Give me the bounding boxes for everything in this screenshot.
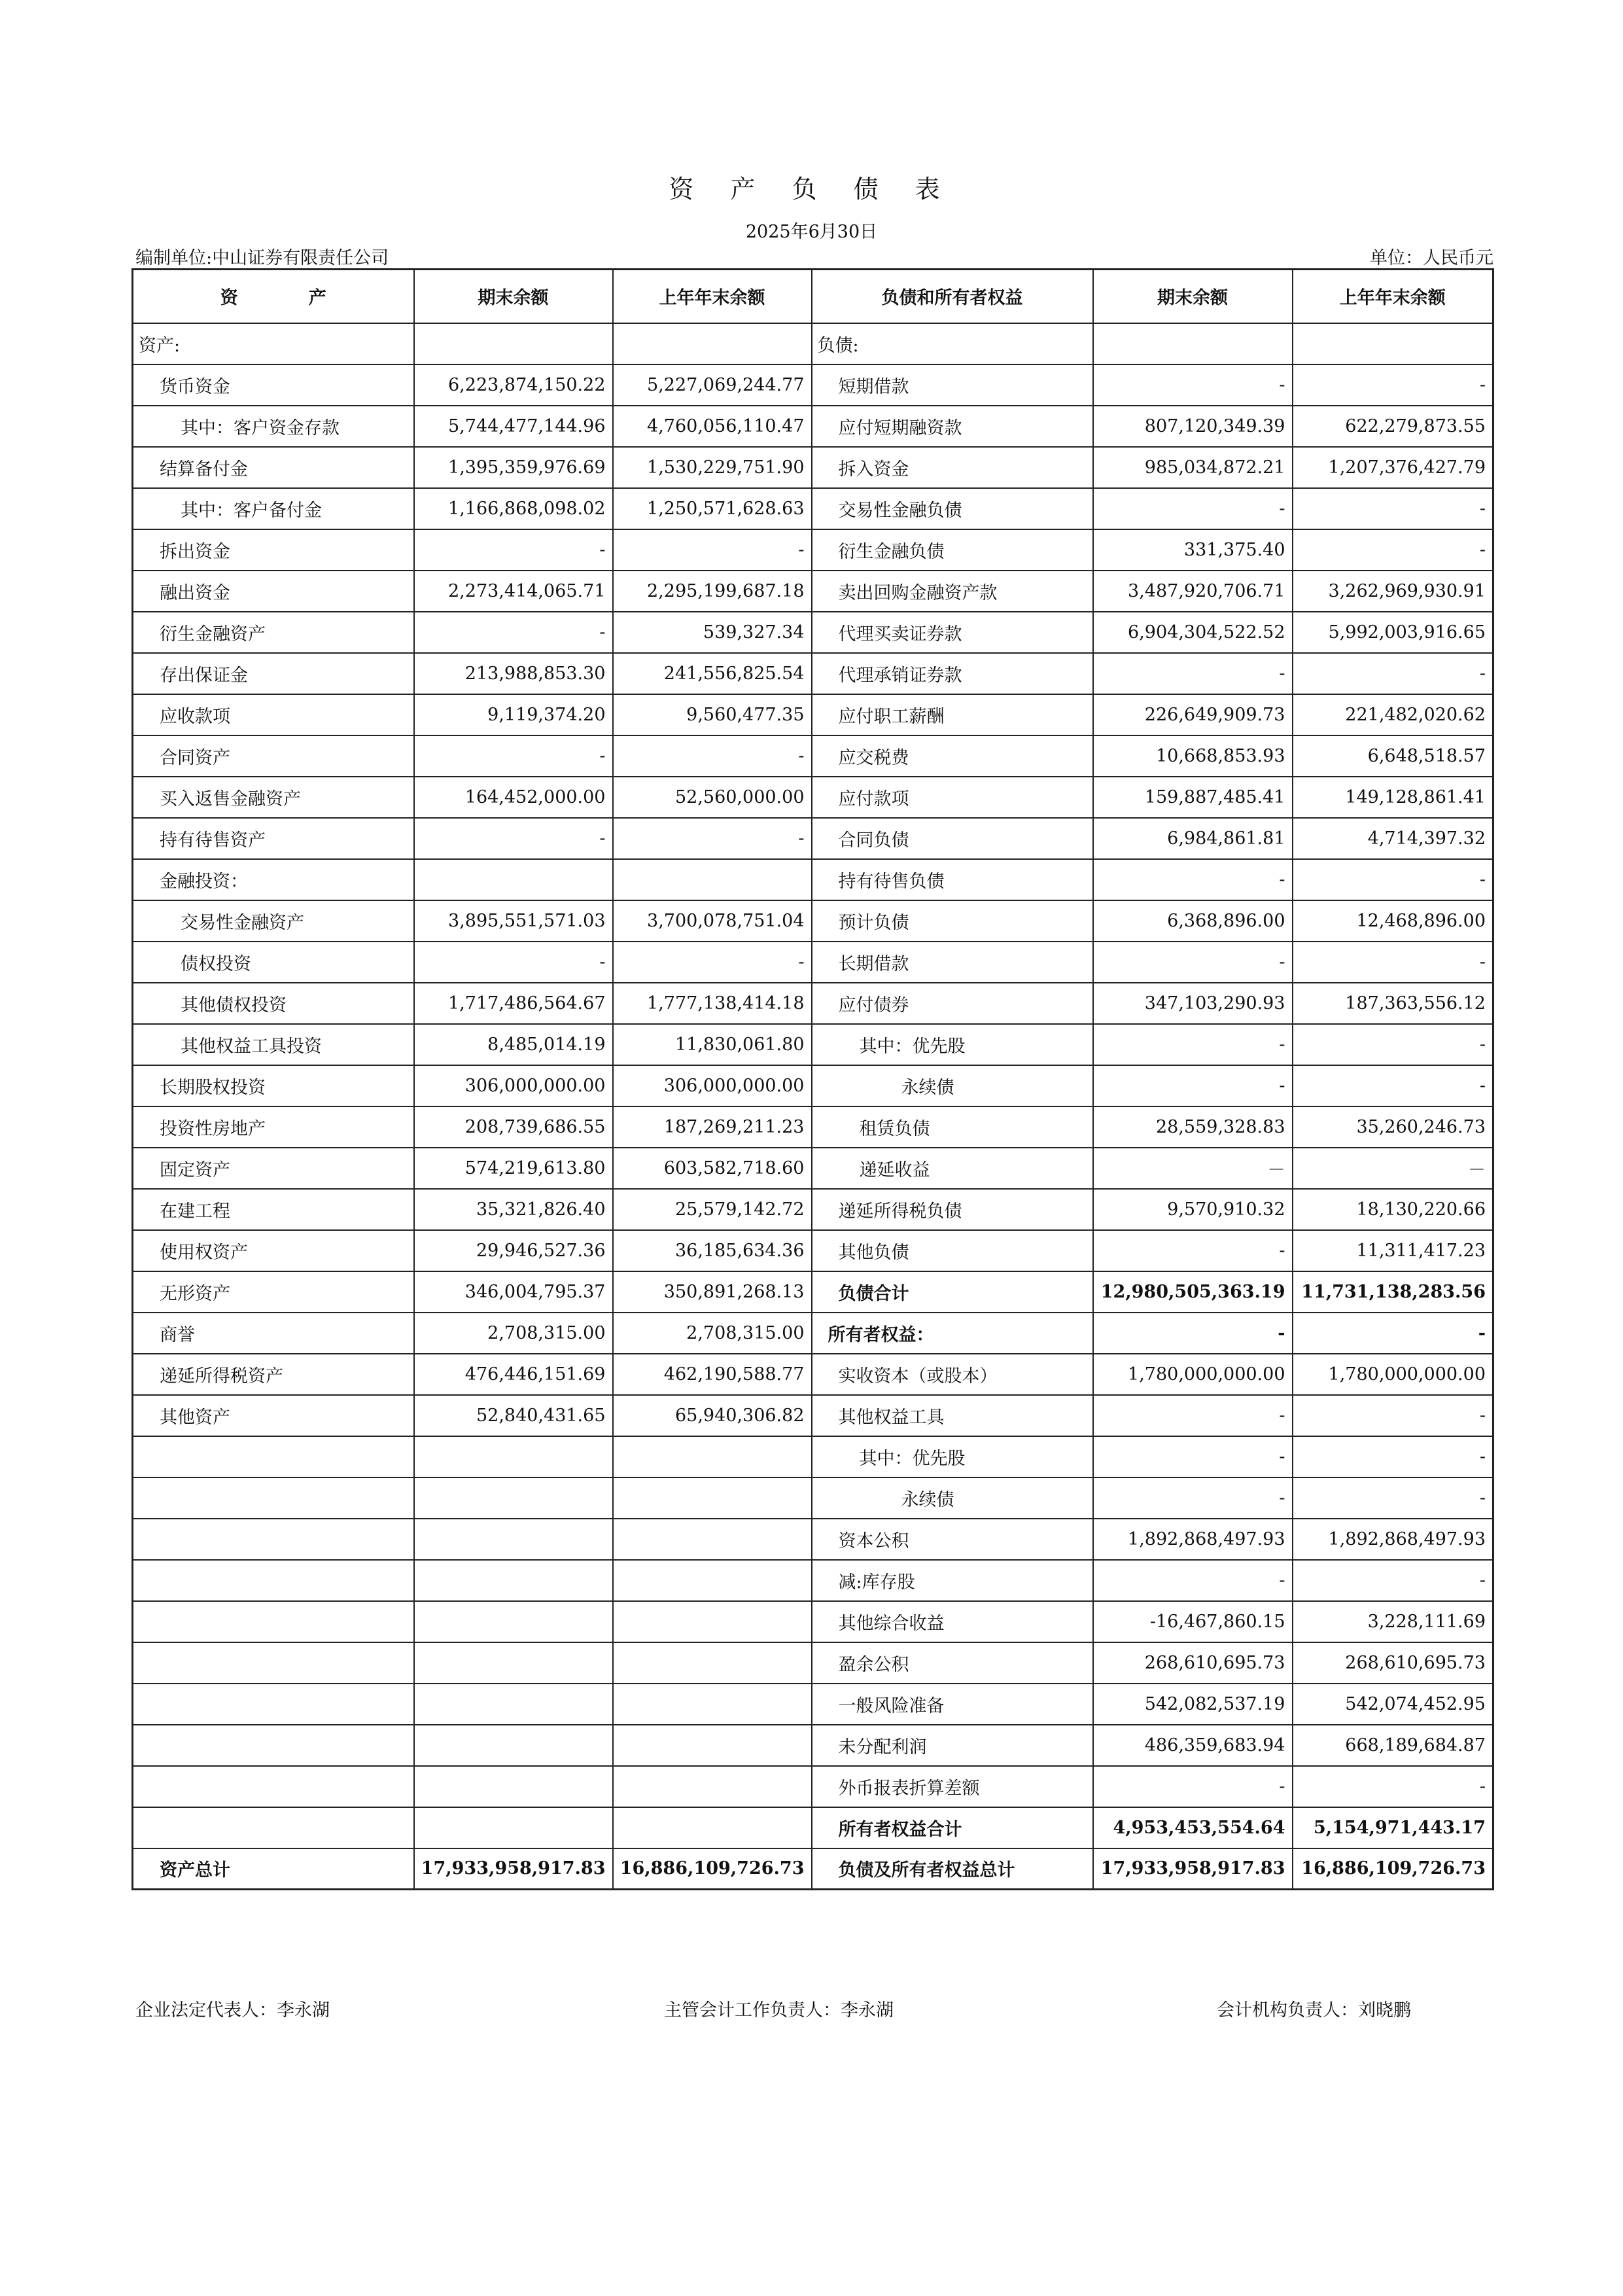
- asset-end-balance: 306,000,000.00: [414, 1065, 613, 1106]
- liability-prior-balance: 1,207,376,427.79: [1293, 447, 1493, 488]
- liability-equity-label: 永续债: [812, 1477, 1093, 1519]
- asset-prior-balance: 462,190,588.77: [613, 1354, 812, 1395]
- table-row: [133, 1766, 1493, 1807]
- table-row: [133, 900, 1493, 942]
- liability-prior-balance: -: [1293, 529, 1493, 571]
- balance-sheet-table: [131, 268, 1494, 1890]
- liability-equity-label: 其他负债: [812, 1230, 1093, 1271]
- table-row: [133, 406, 1493, 447]
- asset-label: [133, 1684, 414, 1725]
- asset-prior-balance: [613, 1477, 812, 1519]
- asset-prior-balance: [613, 1436, 812, 1477]
- asset-prior-balance: [613, 323, 812, 364]
- asset-prior-balance: 539,327.34: [613, 612, 812, 653]
- liability-end-balance: -: [1093, 653, 1293, 694]
- table-row: [133, 364, 1493, 406]
- liability-end-balance: -: [1093, 1065, 1293, 1106]
- asset-label: 投资性房地产: [133, 1106, 414, 1148]
- liability-equity-label: 预计负债: [812, 900, 1093, 942]
- liability-prior-balance: -: [1293, 1024, 1493, 1065]
- liability-prior-balance: 221,482,020.62: [1293, 694, 1493, 735]
- liability-prior-balance: 3,228,111.69: [1293, 1601, 1493, 1642]
- table-row: [133, 983, 1493, 1024]
- asset-label: 货币资金: [133, 364, 414, 406]
- asset-end-balance: [414, 1684, 613, 1725]
- liability-prior-balance: 16,886,109,726.73: [1293, 1848, 1493, 1890]
- asset-prior-balance: 25,579,142.72: [613, 1189, 812, 1230]
- liability-prior-balance: 3,262,969,930.91: [1293, 571, 1493, 612]
- liability-end-balance: 542,082,537.19: [1093, 1684, 1293, 1725]
- liability-end-balance: 28,559,328.83: [1093, 1106, 1293, 1148]
- liability-equity-label: 减:库存股: [812, 1560, 1093, 1601]
- liability-end-balance: 9,570,910.32: [1093, 1189, 1293, 1230]
- asset-end-balance: 476,446,151.69: [414, 1354, 613, 1395]
- asset-prior-balance: [613, 1560, 812, 1601]
- asset-end-balance: [414, 1807, 613, 1848]
- liability-equity-label: 递延所得税负债: [812, 1189, 1093, 1230]
- table-row: [133, 1230, 1493, 1271]
- liability-end-balance: －: [1093, 1148, 1293, 1189]
- asset-prior-balance: 16,886,109,726.73: [613, 1848, 812, 1890]
- asset-end-balance: [414, 1766, 613, 1807]
- col-header-asset-end-balance: 期末余额: [414, 270, 613, 323]
- asset-prior-balance: [613, 1684, 812, 1725]
- table-row: [133, 777, 1493, 818]
- asset-label: 衍生金融资产: [133, 612, 414, 653]
- liability-prior-balance: -: [1293, 1560, 1493, 1601]
- asset-end-balance: [414, 1519, 613, 1560]
- asset-end-balance: [414, 1725, 613, 1766]
- asset-end-balance: -: [414, 529, 613, 571]
- col-header-assets: 资 产: [133, 270, 414, 323]
- liability-end-balance: 17,933,958,917.83: [1093, 1848, 1293, 1890]
- table-row: [133, 653, 1493, 694]
- asset-end-balance: [414, 1601, 613, 1642]
- report-date: 2025年6月30日: [745, 222, 878, 242]
- liability-equity-label: 负债及所有者权益总计: [812, 1848, 1093, 1890]
- liability-equity-label: 长期借款: [812, 942, 1093, 983]
- asset-prior-balance: 350,891,268.13: [613, 1271, 812, 1313]
- table-row: [133, 1477, 1493, 1519]
- asset-label: 其中：客户资金存款: [133, 406, 414, 447]
- liability-prior-balance: -: [1293, 1477, 1493, 1519]
- liability-equity-label: 资本公积: [812, 1519, 1093, 1560]
- asset-prior-balance: [613, 1725, 812, 1766]
- table-row: [133, 735, 1493, 777]
- liability-end-balance: -: [1093, 942, 1293, 983]
- asset-prior-balance: [613, 1807, 812, 1848]
- col-header-liab-prior-balance: 上年年末余额: [1293, 270, 1493, 323]
- liability-end-balance: 6,984,861.81: [1093, 818, 1293, 859]
- asset-end-balance: -: [414, 818, 613, 859]
- liability-end-balance: -: [1093, 488, 1293, 529]
- table-row: [133, 529, 1493, 571]
- asset-end-balance: [414, 1642, 613, 1684]
- liability-end-balance: 3,487,920,706.71: [1093, 571, 1293, 612]
- asset-label: 交易性金融资产: [133, 900, 414, 942]
- table-row: [133, 1395, 1493, 1436]
- asset-label: [133, 1725, 414, 1766]
- asset-prior-balance: [613, 1601, 812, 1642]
- table-row: [133, 1436, 1493, 1477]
- asset-prior-balance: 52,560,000.00: [613, 777, 812, 818]
- asset-end-balance: 3,895,551,571.03: [414, 900, 613, 942]
- asset-end-balance: -: [414, 735, 613, 777]
- table-row: [133, 1024, 1493, 1065]
- liability-equity-label: 其中：优先股: [812, 1436, 1093, 1477]
- liability-end-balance: -: [1093, 1477, 1293, 1519]
- asset-label: 存出保证金: [133, 653, 414, 694]
- asset-label: 合同资产: [133, 735, 414, 777]
- asset-prior-balance: 2,708,315.00: [613, 1313, 812, 1354]
- liability-end-balance: 159,887,485.41: [1093, 777, 1293, 818]
- liability-prior-balance: -: [1293, 1313, 1493, 1354]
- asset-label: [133, 1436, 414, 1477]
- liability-equity-label: 递延收益: [812, 1148, 1093, 1189]
- table-row: [133, 1189, 1493, 1230]
- asset-end-balance: 9,119,374.20: [414, 694, 613, 735]
- accounting-head: 主管会计工作负责人：李永湖: [664, 2000, 894, 2021]
- liability-equity-label: 负债合计: [812, 1271, 1093, 1313]
- liability-equity-label: 卖出回购金融资产款: [812, 571, 1093, 612]
- liability-end-balance: -: [1093, 1766, 1293, 1807]
- table-row: [133, 1601, 1493, 1642]
- liability-prior-balance: 542,074,452.95: [1293, 1684, 1493, 1725]
- liability-equity-label: 应付款项: [812, 777, 1093, 818]
- table-row: [133, 447, 1493, 488]
- asset-label: [133, 1601, 414, 1642]
- asset-label: 资产总计: [133, 1848, 414, 1890]
- table-row: [133, 1313, 1493, 1354]
- asset-prior-balance: [613, 859, 812, 900]
- liability-prior-balance: -: [1293, 653, 1493, 694]
- liability-prior-balance: -: [1293, 1766, 1493, 1807]
- asset-prior-balance: 2,295,199,687.18: [613, 571, 812, 612]
- table-row: [133, 1807, 1493, 1848]
- asset-prior-balance: 11,830,061.80: [613, 1024, 812, 1065]
- liability-equity-label: 未分配利润: [812, 1725, 1093, 1766]
- asset-label: 资产:: [133, 323, 414, 364]
- asset-prior-balance: -: [613, 529, 812, 571]
- asset-prior-balance: 4,760,056,110.47: [613, 406, 812, 447]
- liability-end-balance: 12,980,505,363.19: [1093, 1271, 1293, 1313]
- asset-end-balance: 574,219,613.80: [414, 1148, 613, 1189]
- liability-end-balance: -: [1093, 859, 1293, 900]
- asset-label: 无形资产: [133, 1271, 414, 1313]
- liability-equity-label: 所有者权益合计: [812, 1807, 1093, 1848]
- asset-prior-balance: [613, 1642, 812, 1684]
- asset-end-balance: 5,744,477,144.96: [414, 406, 613, 447]
- table-row: [133, 1848, 1493, 1890]
- table-row: [133, 1519, 1493, 1560]
- liability-equity-label: 外币报表折算差额: [812, 1766, 1093, 1807]
- legal-representative: 企业法定代表人：李永湖: [135, 2000, 330, 2021]
- asset-end-balance: 213,988,853.30: [414, 653, 613, 694]
- asset-end-balance: [414, 859, 613, 900]
- liability-end-balance: 1,892,868,497.93: [1093, 1519, 1293, 1560]
- liability-end-balance: 1,780,000,000.00: [1093, 1354, 1293, 1395]
- liability-prior-balance: 668,189,684.87: [1293, 1725, 1493, 1766]
- asset-prior-balance: 9,560,477.35: [613, 694, 812, 735]
- table-row: [133, 323, 1493, 364]
- liability-end-balance: 985,034,872.21: [1093, 447, 1293, 488]
- liability-prior-balance: 5,154,971,443.17: [1293, 1807, 1493, 1848]
- table-row: [133, 694, 1493, 735]
- asset-label: 持有待售资产: [133, 818, 414, 859]
- asset-end-balance: [414, 1477, 613, 1519]
- table-row: [133, 1354, 1493, 1395]
- liability-prior-balance: -: [1293, 1436, 1493, 1477]
- asset-label: 其他债权投资: [133, 983, 414, 1024]
- asset-prior-balance: 306,000,000.00: [613, 1065, 812, 1106]
- table-row: [133, 488, 1493, 529]
- asset-end-balance: 8,485,014.19: [414, 1024, 613, 1065]
- liability-end-balance: 807,120,349.39: [1093, 406, 1293, 447]
- liability-end-balance: -: [1093, 1313, 1293, 1354]
- asset-label: 债权投资: [133, 942, 414, 983]
- liability-prior-balance: -: [1293, 1065, 1493, 1106]
- liability-end-balance: 331,375.40: [1093, 529, 1293, 571]
- table-row: [133, 1725, 1493, 1766]
- liability-equity-label: 衍生金融负债: [812, 529, 1093, 571]
- liability-equity-label: 应付职工薪酬: [812, 694, 1093, 735]
- liability-end-balance: 268,610,695.73: [1093, 1642, 1293, 1684]
- liability-prior-balance: 11,311,417.23: [1293, 1230, 1493, 1271]
- liability-equity-label: 其他综合收益: [812, 1601, 1093, 1642]
- asset-label: [133, 1477, 414, 1519]
- asset-prior-balance: [613, 1519, 812, 1560]
- asset-prior-balance: 241,556,825.54: [613, 653, 812, 694]
- asset-end-balance: 2,708,315.00: [414, 1313, 613, 1354]
- asset-prior-balance: 5,227,069,244.77: [613, 364, 812, 406]
- liability-prior-balance: -: [1293, 1395, 1493, 1436]
- liability-end-balance: -: [1093, 1230, 1293, 1271]
- asset-prior-balance: -: [613, 818, 812, 859]
- liability-end-balance: 347,103,290.93: [1093, 983, 1293, 1024]
- asset-label: 在建工程: [133, 1189, 414, 1230]
- asset-label: 使用权资产: [133, 1230, 414, 1271]
- asset-end-balance: [414, 323, 613, 364]
- col-header-liab-end-balance: 期末余额: [1093, 270, 1293, 323]
- liability-end-balance: 6,904,304,522.52: [1093, 612, 1293, 653]
- liability-equity-label: 合同负债: [812, 818, 1093, 859]
- currency-unit: 单位：人民币元: [1370, 248, 1493, 268]
- liability-end-balance: -: [1093, 364, 1293, 406]
- liability-prior-balance: 35,260,246.73: [1293, 1106, 1493, 1148]
- liability-equity-label: 一般风险准备: [812, 1684, 1093, 1725]
- asset-label: [133, 1642, 414, 1684]
- asset-label: 买入返售金融资产: [133, 777, 414, 818]
- table-row: [133, 1065, 1493, 1106]
- liability-prior-balance: 1,780,000,000.00: [1293, 1354, 1493, 1395]
- asset-end-balance: -: [414, 612, 613, 653]
- liability-prior-balance: 18,130,220.66: [1293, 1189, 1493, 1230]
- liability-prior-balance: 6,648,518.57: [1293, 735, 1493, 777]
- asset-prior-balance: 1,530,229,751.90: [613, 447, 812, 488]
- table-row: [133, 1684, 1493, 1725]
- liability-prior-balance: 12,468,896.00: [1293, 900, 1493, 942]
- liability-prior-balance: -: [1293, 488, 1493, 529]
- liability-prior-balance: [1293, 323, 1493, 364]
- asset-label: 结算备付金: [133, 447, 414, 488]
- table-row: [133, 571, 1493, 612]
- liability-prior-balance: -: [1293, 942, 1493, 983]
- asset-end-balance: 2,273,414,065.71: [414, 571, 613, 612]
- page-title: 资 产 负 债 表: [669, 175, 954, 203]
- liability-end-balance: [1093, 323, 1293, 364]
- asset-label: 长期股权投资: [133, 1065, 414, 1106]
- asset-label: 应收款项: [133, 694, 414, 735]
- asset-label: 其他权益工具投资: [133, 1024, 414, 1065]
- asset-label: 其他资产: [133, 1395, 414, 1436]
- table-row: [133, 1642, 1493, 1684]
- asset-prior-balance: 3,700,078,751.04: [613, 900, 812, 942]
- liability-equity-label: 租赁负债: [812, 1106, 1093, 1148]
- liability-prior-balance: -: [1293, 364, 1493, 406]
- liability-equity-label: 其中：优先股: [812, 1024, 1093, 1065]
- table-row: [133, 1271, 1493, 1313]
- asset-prior-balance: 36,185,634.36: [613, 1230, 812, 1271]
- liability-prior-balance: 4,714,397.32: [1293, 818, 1493, 859]
- asset-end-balance: 29,946,527.36: [414, 1230, 613, 1271]
- asset-prior-balance: 1,250,571,628.63: [613, 488, 812, 529]
- liability-end-balance: 4,953,453,554.64: [1093, 1807, 1293, 1848]
- liability-end-balance: -: [1093, 1395, 1293, 1436]
- preparing-entity: 编制单位:中山证券有限责任公司: [135, 248, 389, 268]
- liability-prior-balance: 268,610,695.73: [1293, 1642, 1493, 1684]
- liability-equity-label: 短期借款: [812, 364, 1093, 406]
- asset-label: 融出资金: [133, 571, 414, 612]
- asset-prior-balance: 603,582,718.60: [613, 1148, 812, 1189]
- liability-prior-balance: 622,279,873.55: [1293, 406, 1493, 447]
- asset-prior-balance: -: [613, 942, 812, 983]
- table-row: [133, 818, 1493, 859]
- asset-label: 金融投资：: [133, 859, 414, 900]
- liability-equity-label: 其他权益工具: [812, 1395, 1093, 1436]
- asset-prior-balance: 187,269,211.23: [613, 1106, 812, 1148]
- table-row: [133, 1106, 1493, 1148]
- liability-end-balance: 226,649,909.73: [1093, 694, 1293, 735]
- table-row: [133, 859, 1493, 900]
- liability-end-balance: 486,359,683.94: [1093, 1725, 1293, 1766]
- liability-end-balance: -16,467,860.15: [1093, 1601, 1293, 1642]
- asset-end-balance: 346,004,795.37: [414, 1271, 613, 1313]
- liability-end-balance: -: [1093, 1560, 1293, 1601]
- liability-equity-label: 代理承销证券款: [812, 653, 1093, 694]
- asset-label: 商誉: [133, 1313, 414, 1354]
- liability-prior-balance: 187,363,556.12: [1293, 983, 1493, 1024]
- liability-end-balance: 6,368,896.00: [1093, 900, 1293, 942]
- asset-label: [133, 1807, 414, 1848]
- liability-prior-balance: －: [1293, 1148, 1493, 1189]
- asset-prior-balance: -: [613, 735, 812, 777]
- liability-end-balance: 10,668,853.93: [1093, 735, 1293, 777]
- asset-end-balance: 17,933,958,917.83: [414, 1848, 613, 1890]
- asset-end-balance: 1,166,868,098.02: [414, 488, 613, 529]
- liability-equity-label: 应交税费: [812, 735, 1093, 777]
- liability-equity-label: 实收资本（或股本）: [812, 1354, 1093, 1395]
- asset-end-balance: 35,321,826.40: [414, 1189, 613, 1230]
- liability-equity-label: 持有待售负债: [812, 859, 1093, 900]
- liability-end-balance: -: [1093, 1436, 1293, 1477]
- table-row: [133, 1560, 1493, 1601]
- table-row: [133, 942, 1493, 983]
- liability-equity-label: 所有者权益：: [812, 1313, 1093, 1354]
- liability-prior-balance: 5,992,003,916.65: [1293, 612, 1493, 653]
- liability-prior-balance: 11,731,138,283.56: [1293, 1271, 1493, 1313]
- asset-prior-balance: 1,777,138,414.18: [613, 983, 812, 1024]
- asset-end-balance: [414, 1560, 613, 1601]
- table-row: [133, 1148, 1493, 1189]
- table-row: [133, 612, 1493, 653]
- asset-label: 递延所得税资产: [133, 1354, 414, 1395]
- liability-end-balance: -: [1093, 1024, 1293, 1065]
- liability-prior-balance: -: [1293, 859, 1493, 900]
- liability-equity-label: 交易性金融负债: [812, 488, 1093, 529]
- asset-prior-balance: [613, 1766, 812, 1807]
- liability-equity-label: 永续债: [812, 1065, 1093, 1106]
- liability-equity-label: 拆入资金: [812, 447, 1093, 488]
- liability-equity-label: 应付债券: [812, 983, 1093, 1024]
- col-header-asset-prior-balance: 上年年末余额: [613, 270, 812, 323]
- liability-prior-balance: 1,892,868,497.93: [1293, 1519, 1493, 1560]
- asset-end-balance: [414, 1436, 613, 1477]
- asset-end-balance: -: [414, 942, 613, 983]
- accounting-dept-head: 会计机构负责人：刘晓鹏: [1217, 2000, 1411, 2021]
- liability-equity-label: 应付短期融资款: [812, 406, 1093, 447]
- liability-equity-label: 负债:: [812, 323, 1093, 364]
- asset-end-balance: 1,395,359,976.69: [414, 447, 613, 488]
- asset-label: [133, 1560, 414, 1601]
- liability-equity-label: 盈余公积: [812, 1642, 1093, 1684]
- asset-end-balance: 52,840,431.65: [414, 1395, 613, 1436]
- asset-end-balance: 208,739,686.55: [414, 1106, 613, 1148]
- asset-end-balance: 6,223,874,150.22: [414, 364, 613, 406]
- asset-label: [133, 1766, 414, 1807]
- asset-end-balance: 164,452,000.00: [414, 777, 613, 818]
- table-header-row: [133, 270, 1493, 323]
- asset-label: 固定资产: [133, 1148, 414, 1189]
- col-header-liabilities-equity: 负债和所有者权益: [812, 270, 1093, 323]
- asset-label: 拆出资金: [133, 529, 414, 571]
- asset-prior-balance: 65,940,306.82: [613, 1395, 812, 1436]
- asset-end-balance: 1,717,486,564.67: [414, 983, 613, 1024]
- asset-label: 其中：客户备付金: [133, 488, 414, 529]
- asset-label: [133, 1519, 414, 1560]
- liability-equity-label: 代理买卖证券款: [812, 612, 1093, 653]
- liability-prior-balance: 149,128,861.41: [1293, 777, 1493, 818]
